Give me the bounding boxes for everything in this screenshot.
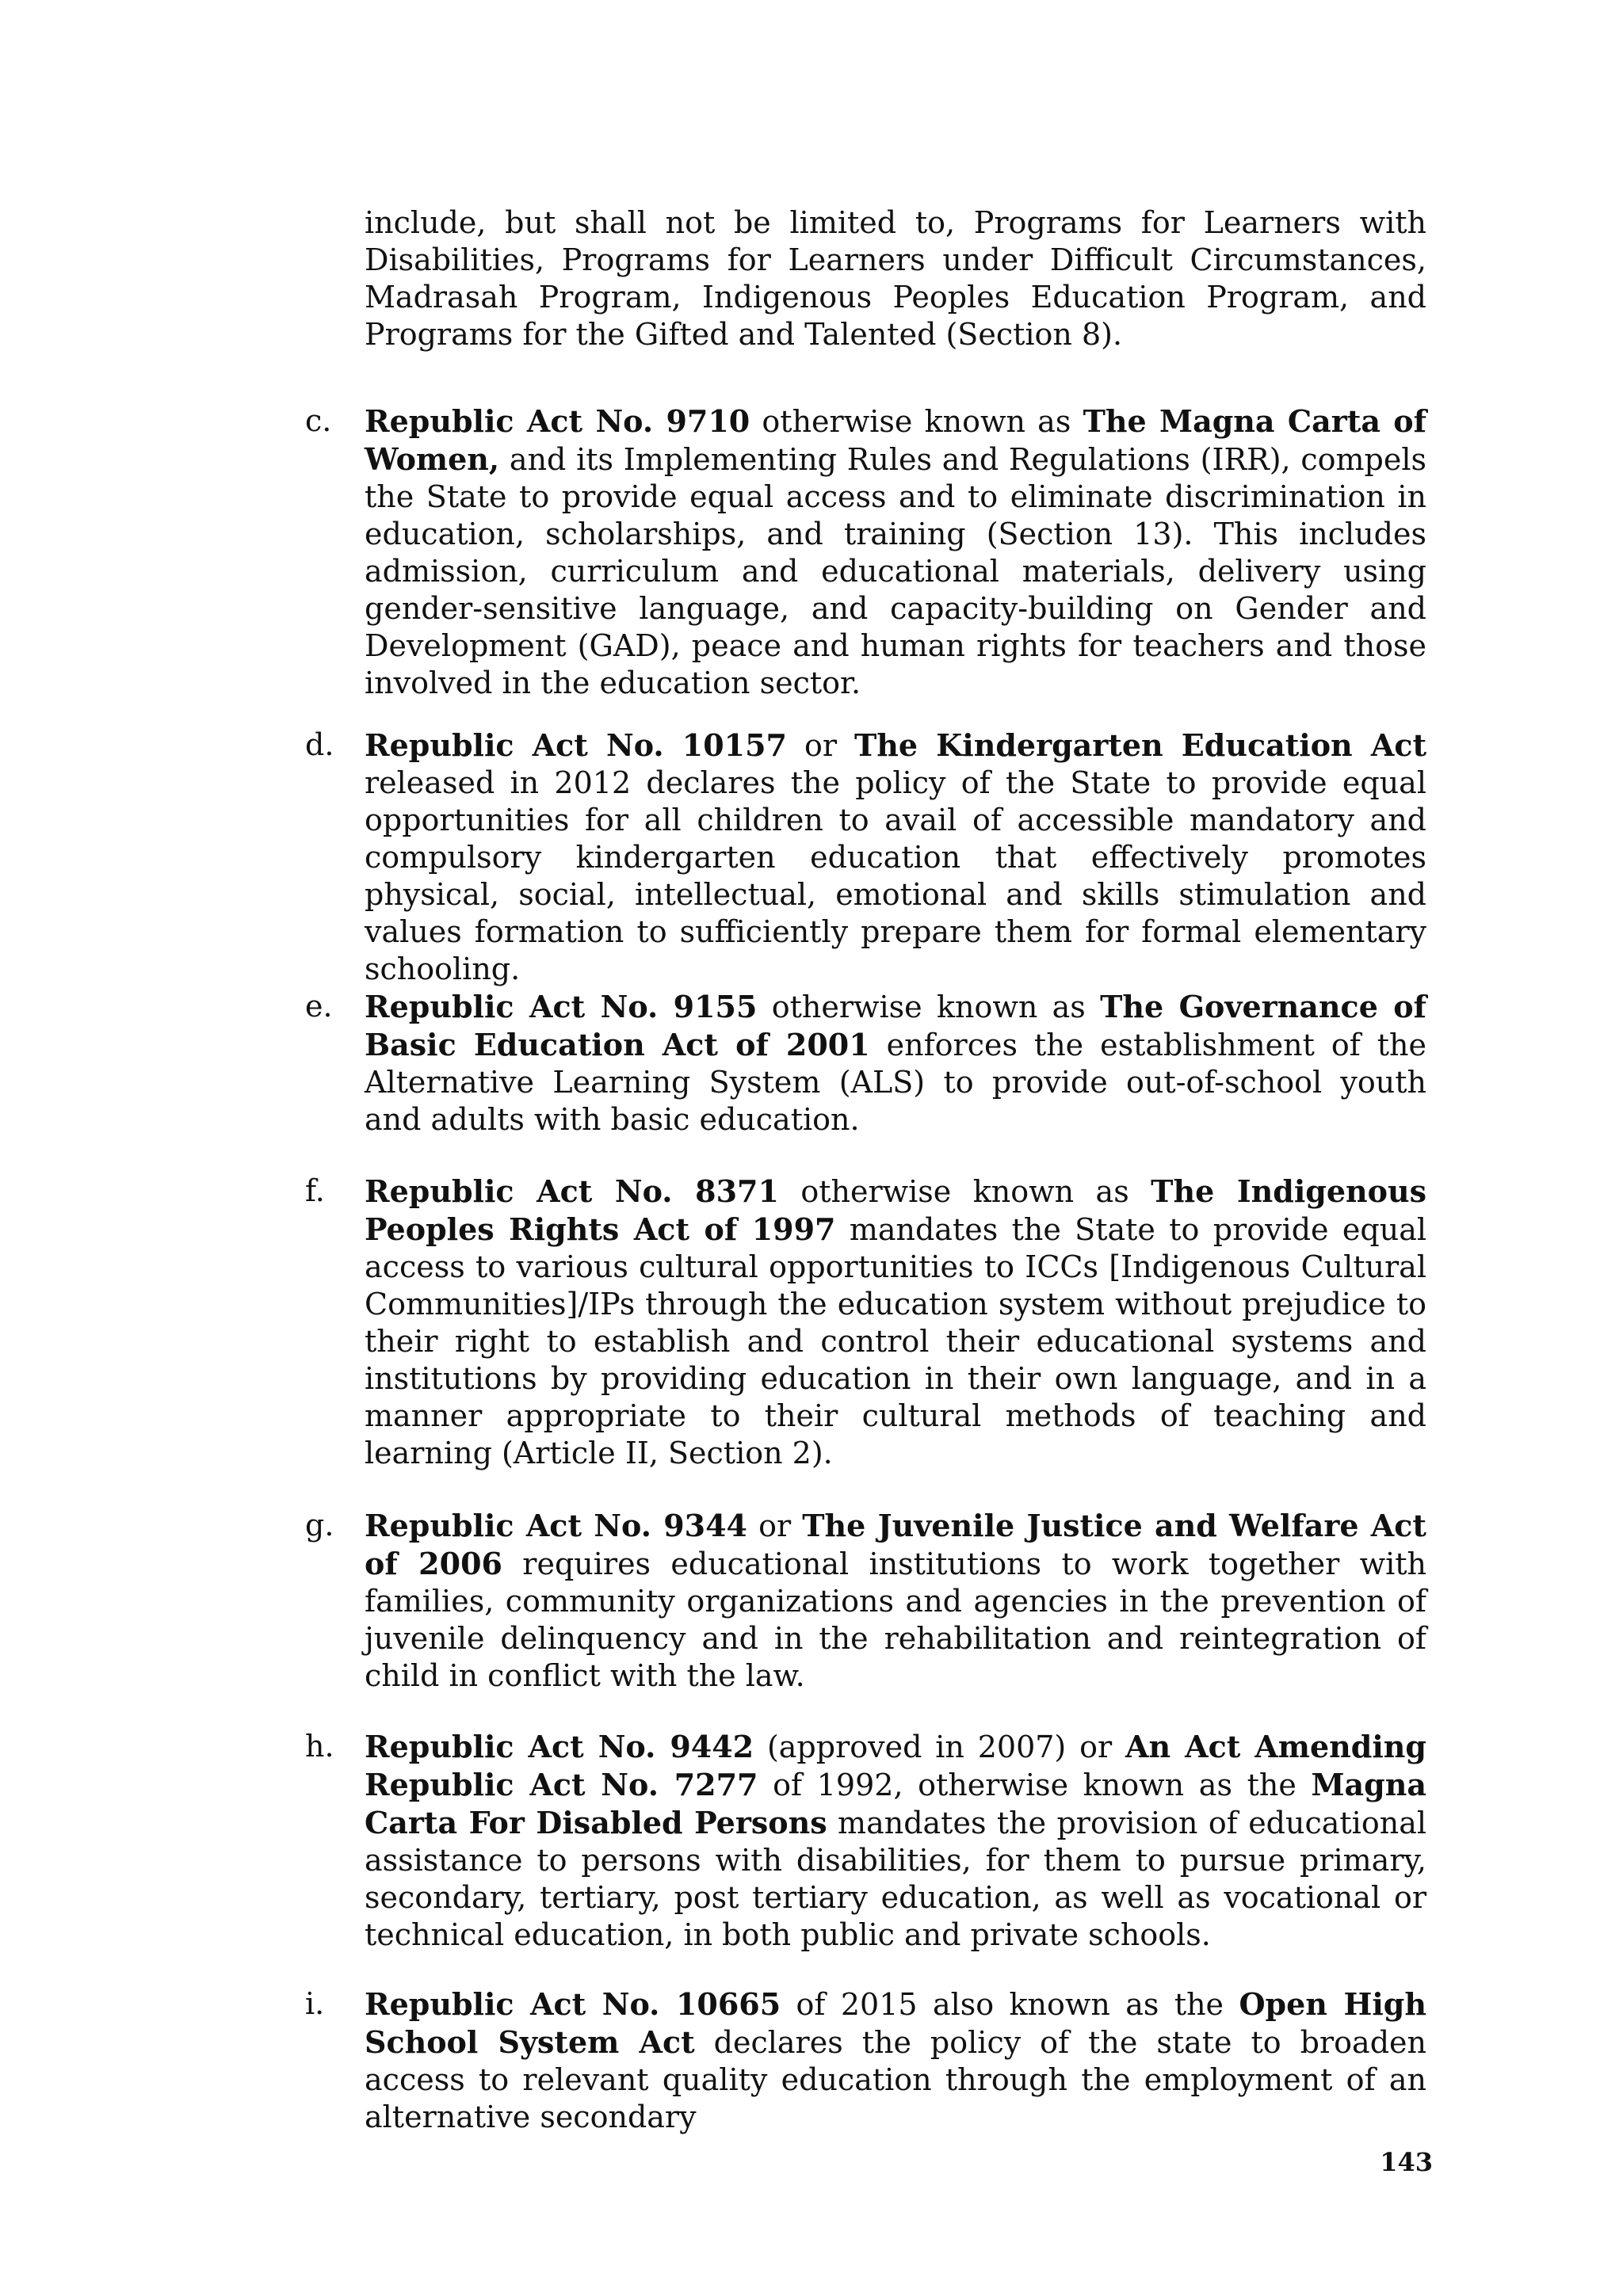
- item-text-run: released in 2012 declares the policy of the State to provide equal opportunities for all children to avail of accessible mandatory and compulsory kindergarten education that effectively promotes physical, social, intellectual, emotional and skills stimulation and values formation to sufficiently prepare them for formal elementary schooling.: [365, 765, 1426, 986]
- item-text-run: requires educational institutions to work together with families, community organizations and agencies in the prevention of juvenile delinquency and in the rehabilitation and reintegration of child in conflict with the law.: [365, 1547, 1426, 1693]
- item-text-run: or: [786, 728, 855, 763]
- act-number: Republic Act No. 9442: [365, 1729, 754, 1764]
- item-text: [365, 1728, 1426, 1954]
- item-text-run: declares the policy of the state to broaden access to relevant quality education through the employment of an alternative secondary: [365, 2025, 1426, 2134]
- item-letter: g.: [305, 1508, 334, 1543]
- act-title: The Magna Carta of Women,: [365, 403, 1427, 477]
- item-letter: i.: [305, 1986, 325, 2021]
- item-text-run: otherwise known as: [778, 1174, 1151, 1209]
- act-number: Republic Act No. 9344: [365, 1508, 747, 1543]
- item-text-run: mandates the provision of educational assistance to persons with disabilities, for them to pursue primary, secondary, tertiary, post tertiary education, as well as vocational or technical education, in both public and private schools.: [365, 1806, 1426, 1952]
- item-text-run: of 2015 also known as the: [781, 1987, 1239, 2022]
- item-text-run: (approved in 2007) or: [754, 1730, 1125, 1764]
- act-title: Open High School System Act: [365, 1986, 1426, 2060]
- act-number: Republic Act No. 9155: [365, 989, 758, 1024]
- item-text-run: enforces the establishment of the Alternative Learning System (ALS) to provide out-of-school youth and adults with basic education.: [365, 1028, 1427, 1137]
- item-text-run: mandates the State to provide equal access to various cultural opportunities to ICCs [Indigenous Cultural Communities]/IPs through the education system without prejudice to their right to establish and control their educational systems and institutions by providing education in their own language, and in a manner appropriate to their cultural methods of teaching and learning (Article II, Section 2).: [365, 1212, 1427, 1470]
- item-text: [365, 1173, 1426, 1472]
- item-text: [365, 402, 1426, 702]
- item-text: [365, 1985, 1426, 2136]
- act-title: Magna Carta For Disabled Persons: [365, 1767, 1426, 1840]
- item-text: [365, 727, 1426, 988]
- act-number: Republic Act No. 8371: [365, 1173, 779, 1209]
- item-text-run: otherwise known as: [757, 990, 1101, 1024]
- item-text-run: and its Implementing Rules and Regulations (IRR), compels the State to provide equal access and to eliminate discrimination in education, scholarships, and training (Section 13). This includes admission, curriculum and educational materials, delivery using gender-sensitive language, and capacity-building on Gender and Development (GAD), peace and human rights for teachers and those involved in the education sector.: [365, 442, 1426, 700]
- item-letter: f.: [305, 1173, 325, 1208]
- item-text: [365, 988, 1426, 1138]
- act-number: Republic Act No. 10157: [365, 727, 787, 763]
- item-text-run: of 1992, otherwise known as the: [758, 1768, 1312, 1802]
- act-title: An Act Amending Republic Act No. 7277: [365, 1729, 1426, 1802]
- item-letter: h.: [305, 1729, 334, 1764]
- item-text-run: or: [747, 1508, 803, 1543]
- item-text-run: otherwise known as: [750, 404, 1083, 439]
- intro-paragraph: include, but shall not be limited to, Programs for Learners with Disabilities, Programs for Learners under Difficult Circumstances, Madrasah Program, Indigenous Peoples Education Program, and Programs for the Gifted and Talented (Section 8).: [365, 205, 1426, 352]
- act-number: Republic Act No. 10665: [365, 1986, 781, 2022]
- act-title: The Indigenous Peoples Rights Act of 1997: [365, 1173, 1426, 1247]
- page-number: 143: [1380, 2147, 1433, 2177]
- item-text: [365, 1507, 1426, 1695]
- act-title: The Governance of Basic Education Act of 2001: [365, 989, 1426, 1062]
- act-number: Republic Act No. 9710: [365, 403, 750, 439]
- item-letter: e.: [305, 989, 333, 1024]
- item-letter: d.: [305, 727, 334, 762]
- act-title: The Kindergarten Education Act: [854, 727, 1427, 763]
- act-title: The Juvenile Justice and Welfare Act of 2006: [365, 1508, 1426, 1581]
- item-letter: c.: [305, 403, 332, 438]
